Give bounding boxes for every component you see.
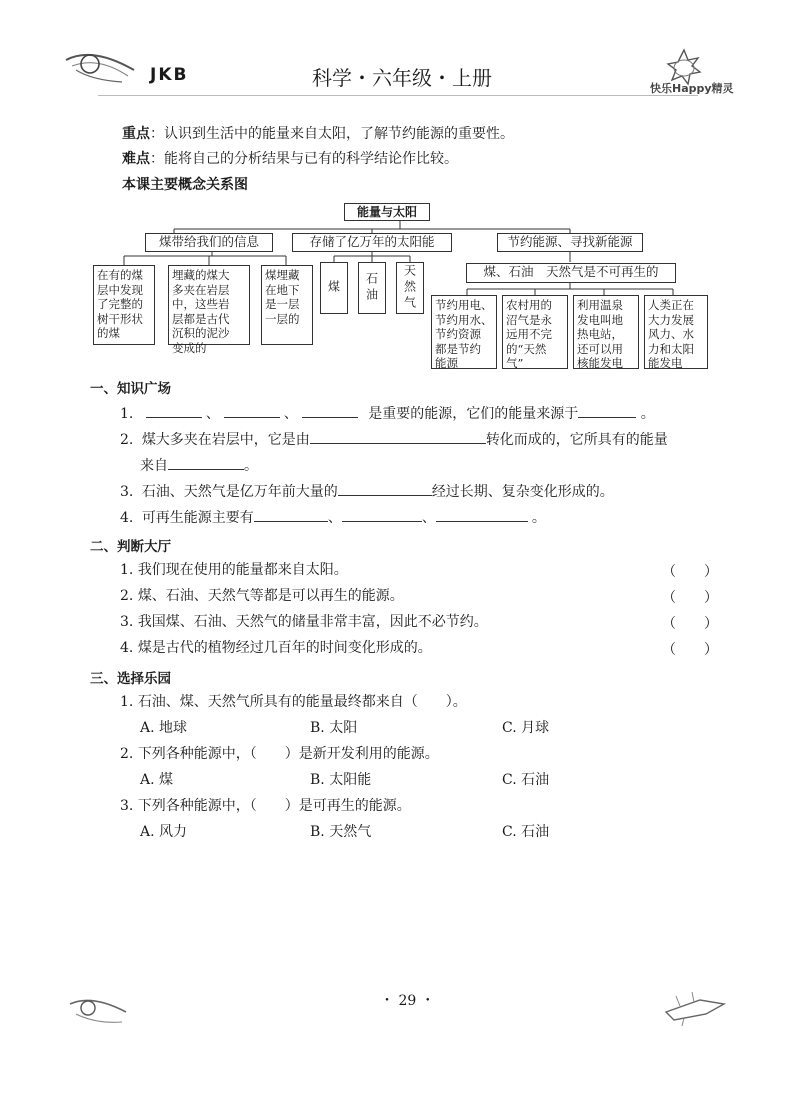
s2-item-4 <box>120 639 432 657</box>
s1-question-1 <box>120 403 655 423</box>
s2-item-4-answer[interactable]: （ ） <box>662 642 718 658</box>
s1-q4-blank-3[interactable] <box>436 507 528 522</box>
s1-q4-separator-2: 、 <box>421 510 436 526</box>
s1-q4-blank-1[interactable] <box>254 507 328 522</box>
s1-q3-blank[interactable] <box>338 481 432 496</box>
s3-q1-option-a[interactable]: A. 地球 <box>140 720 188 736</box>
s2-item-2-text: 煤、石油、天然气等都是可以再生的能源。 <box>137 588 404 604</box>
concept-leaf-wind-water-solar: 人类正在 大力发展 风力、水 力和太阳 能发电 <box>644 295 708 369</box>
s3-q3-option-c[interactable]: C. 石油 <box>502 824 550 840</box>
s3-q3-stem: 下列各种能源中，（ ）是可再生的能源。 <box>137 798 411 814</box>
s2-item-4-number: 4. <box>120 640 134 656</box>
s2-item-3-text: 我国煤、石油、天然气的储量非常丰富，因此不必节约。 <box>137 614 488 630</box>
s1-q4-separator-1: 、 <box>327 510 342 526</box>
concept-leaf-tree-trunk-coal: 在有的煤 层中发现 了完整的 树干形状 的煤 <box>93 265 155 345</box>
concept-leaf-biogas: 农村用的 沼气是永 远用不完 的“天然 气” <box>502 295 568 369</box>
logo-text: JKB <box>150 65 189 85</box>
s1-q3-number: 3. <box>120 484 134 500</box>
s2-item-3-answer[interactable]: （ ） <box>662 616 718 632</box>
s1-q3-text-b: 经过长期、复杂变化形成的。 <box>431 484 614 500</box>
s3-q3-option-a[interactable]: A. 风力 <box>140 824 188 840</box>
s3-q2-option-b[interactable]: B. 太阳能 <box>310 772 372 788</box>
s1-question-2-cont <box>140 455 258 475</box>
s1-q4-blank-2[interactable] <box>342 507 422 522</box>
s1-question-2 <box>120 429 668 449</box>
s3-q2-stem: 下列各种能源中，（ ）是新开发利用的能源。 <box>137 746 439 762</box>
s2-item-3 <box>120 613 488 631</box>
s1-q2-end: 。 <box>244 458 258 474</box>
concept-leaf-gas <box>396 262 424 314</box>
section1-title: 一、知识广场 <box>90 381 171 397</box>
s3-q3-number: 3. <box>120 798 134 814</box>
s1-q1-blank-3[interactable] <box>302 403 358 418</box>
s2-item-1-number: 1. <box>120 562 134 578</box>
s3-q1-number: 1. <box>120 694 134 710</box>
concept-branch-coal-info: 煤带给我们的信息 <box>145 233 273 252</box>
s3-question-1 <box>120 693 467 711</box>
concept-branch-save-energy: 节约能源、寻找新能源 <box>497 233 643 252</box>
concept-leaf-coal-layers: 煤埋藏 在地下 是一层 一层的 <box>261 265 313 345</box>
s2-item-1-text: 我们现在使用的能量都来自太阳。 <box>137 562 348 578</box>
concept-branch-stored-energy: 存储了亿万年的太阳能 <box>292 233 452 252</box>
concept-leaf-saving: 节约用电、 节约用水、 节约资源 都是节约 能源 <box>431 295 497 369</box>
page-header-title: 科学・六年级・上册 <box>312 66 492 90</box>
s1-q1-separator-1: 、 <box>205 406 220 422</box>
s1-question-3 <box>120 481 614 501</box>
brand-badge-text: 快乐Happy精灵 <box>650 82 734 95</box>
concept-leaf-rock-layers: 埋藏的煤大 多夹在岩层 中，这些岩 层都是古代 沉积的泥沙 变成的 <box>168 265 250 345</box>
s1-q2-number: 2. <box>120 432 134 448</box>
s3-q2-number: 2. <box>120 746 134 762</box>
concept-leaf-geothermal: 利用温泉 发电叫地 热电站， 还可以用 核能发电 <box>573 295 639 369</box>
concept-leaf-oil <box>358 262 386 314</box>
s1-q1-blank-1[interactable] <box>146 403 202 418</box>
s1-q4-number: 4. <box>120 510 134 526</box>
section2-title: 二、判断大厅 <box>90 539 171 555</box>
s2-item-2-answer[interactable]: （ ） <box>662 590 718 606</box>
s1-q1-blank-2[interactable] <box>224 403 280 418</box>
s3-question-3 <box>120 797 411 815</box>
concept-nonrenewable: 煤、石油 天然气是不可再生的 <box>466 263 676 283</box>
s3-q1-option-b[interactable]: B. 太阳 <box>310 720 358 736</box>
s3-q2-option-c[interactable]: C. 石油 <box>502 772 550 788</box>
s1-q2-text-a: 煤大多夹在岩层中，它是由 <box>141 432 310 448</box>
s2-item-2-number: 2. <box>120 588 134 604</box>
s1-q4-end: 。 <box>531 510 546 526</box>
s1-q2-blank-1[interactable] <box>310 429 486 444</box>
key-point-label: 重点 <box>122 126 150 142</box>
section3-title: 三、选择乐园 <box>90 671 171 687</box>
s3-q1-stem: 石油、煤、天然气所具有的能量最终都来自（ ）。 <box>137 694 467 710</box>
s2-item-1 <box>120 561 348 579</box>
s1-question-4 <box>120 507 546 527</box>
s2-item-1-answer[interactable]: （ ） <box>662 564 718 580</box>
s3-question-2 <box>120 745 439 763</box>
s3-q2-option-a[interactable]: A. 煤 <box>140 772 174 788</box>
difficulty-text: ：能将自己的分析结果与已有的科学结论作比较。 <box>150 151 458 167</box>
s1-q2-text-c: 来自 <box>140 458 168 474</box>
s2-item-3-number: 3. <box>120 614 134 630</box>
s2-item-2 <box>120 587 404 605</box>
difficulty-label: 难点 <box>122 151 150 167</box>
s1-q2-text-b: 转化而成的，它所具有的能量 <box>485 432 668 448</box>
s1-q1-end: 。 <box>640 406 655 422</box>
s1-q1-number: 1. <box>120 406 134 422</box>
key-point-text: ：认识到生活中的能量来自太阳，了解节约能源的重要性。 <box>150 126 514 142</box>
concept-leaf-coal <box>320 262 348 314</box>
concept-map-title: 本课主要概念关系图 <box>122 177 248 193</box>
s3-q3-option-b[interactable]: B. 天然气 <box>310 824 372 840</box>
concept-root: 能量与太阳 <box>344 203 430 221</box>
page-number: ・ 29 ・ <box>380 993 435 1009</box>
s2-item-4-text: 煤是古代的植物经过几百年的时间变化形成的。 <box>137 640 432 656</box>
s1-q1-text: 是重要的能源，它们的能量来源于 <box>368 406 579 422</box>
concept-leaf-oil-text: 石油 <box>364 272 379 304</box>
s1-q1-blank-4[interactable] <box>578 403 636 418</box>
s1-q4-text: 可再生能源主要有 <box>141 510 254 526</box>
planet-swoosh-footer-icon <box>66 990 132 1030</box>
s1-q2-blank-2[interactable] <box>168 455 244 470</box>
s3-q1-option-c[interactable]: C. 月球 <box>502 720 550 736</box>
rocket-footer-icon <box>660 988 732 1028</box>
s1-q3-text-a: 石油、天然气是亿万年前大量的 <box>141 484 338 500</box>
concept-leaf-coal-text: 煤 <box>326 280 341 296</box>
concept-leaf-gas-text: 天然气 <box>402 264 417 312</box>
s1-q1-separator-2: 、 <box>283 406 298 422</box>
